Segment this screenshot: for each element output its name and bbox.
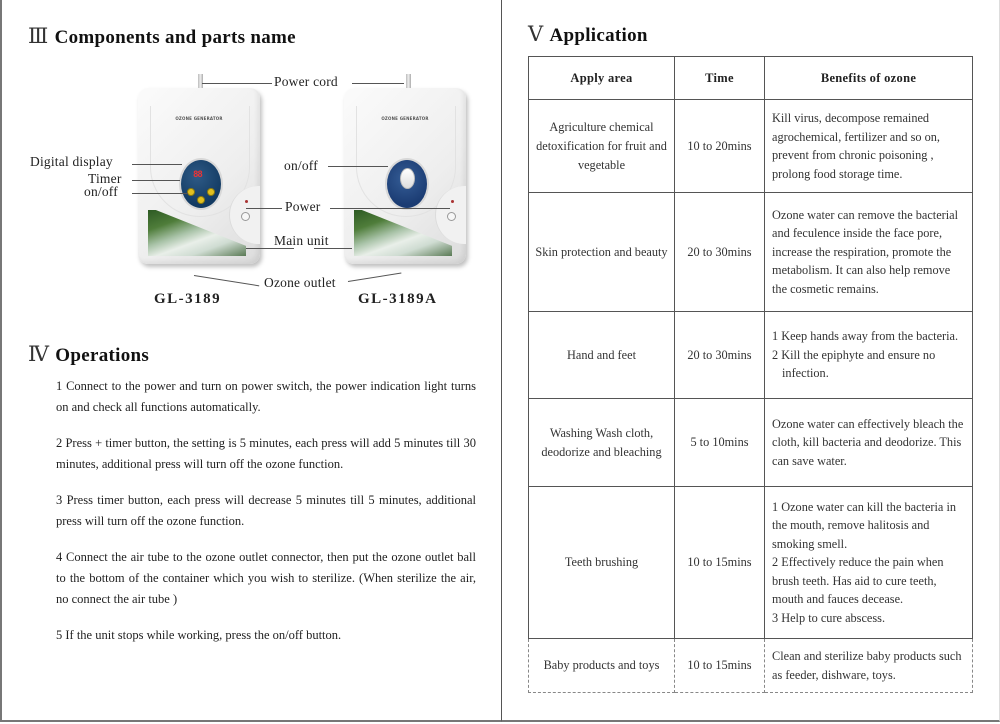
table-row (529, 639, 973, 693)
benefit-text: Kill virus, decompose remained agrochemical, fertilizer and so on, prevent from chronic poisoning , prolong food storage time. (772, 111, 940, 181)
leader-line (246, 208, 282, 209)
device-brand-label: OZONE GENERATOR (175, 116, 223, 121)
device-gl3189 (138, 88, 260, 264)
leader-line (194, 275, 259, 286)
label-on-off-knob: on/off (284, 158, 318, 173)
label-main-unit: Main unit (274, 233, 329, 248)
cell-apply-area: Skin protection and beauty (529, 193, 675, 312)
cell-time: 10 to 20mins (675, 100, 765, 193)
label-power: Power (285, 199, 321, 214)
table-row (529, 193, 973, 312)
leader-line (352, 83, 404, 84)
cell-apply-area: Washing Wash cloth, deodorize and bleaching (529, 399, 675, 487)
section-title-text: Application (549, 25, 648, 46)
label-timer: Timer (88, 171, 122, 186)
model-label-gl3189: GL-3189 (154, 291, 222, 307)
cell-benefits (765, 487, 973, 639)
operation-step-2: 2 Press + timer button, the setting is 5 minutes, each press will add 5 minutes till 30 minutes, additional press will turn off the ozone function. (56, 436, 476, 471)
cell-time: 10 to 15mins (675, 639, 765, 693)
benefit-text: Ozone water can remove the bacterial and feculence inside the face pore, increase the respiration, promote the metabolism. It can also help remove the cosmetic remains. (772, 207, 959, 296)
benefit-text: Ozone water can effectively bleach the cloth, kill bacteria and deodorize. This can save water. (772, 416, 964, 468)
section-title-text: Operations (55, 345, 150, 366)
application-table (528, 56, 973, 693)
operation-step-1: 1 Connect to the power and turn on power switch, the power indication light turns on and check all functions automatically. (56, 379, 476, 414)
leader-line (132, 180, 180, 181)
on-off-knob-icon (400, 168, 415, 189)
leader-line (132, 164, 182, 165)
section-application-title (528, 22, 648, 47)
cell-apply-area: Teeth brushing (529, 487, 675, 639)
cell-time: 5 to 10mins (675, 399, 765, 487)
power-switch-icon (447, 212, 456, 221)
cell-benefits (765, 100, 973, 193)
leader-line (202, 83, 272, 84)
power-switch-icon (241, 212, 250, 221)
section-title-text: Components and parts name (54, 27, 296, 48)
power-cord-icon (198, 74, 203, 88)
leader-line (328, 166, 388, 167)
label-power-cord: Power cord (274, 74, 338, 89)
label-ozone-outlet: Ozone outlet (264, 275, 336, 290)
device-gl3189a (344, 88, 466, 264)
leader-line (348, 273, 401, 282)
header-time: Time (675, 57, 765, 100)
table-row (529, 100, 973, 193)
cell-time: 10 to 15mins (675, 487, 765, 639)
timer-minus-button-icon (207, 188, 215, 196)
section-numeral: Ⅲ (28, 24, 49, 48)
power-led-icon (451, 200, 454, 203)
cell-benefits (765, 312, 973, 399)
power-cord-icon (406, 74, 411, 88)
label-on-off: on/off (84, 184, 118, 199)
digital-display: 88 (193, 170, 202, 180)
cell-benefits (765, 193, 973, 312)
label-digital-display: Digital display (30, 154, 113, 169)
benefit-text: 2 Kill the epiphyte and ensure no infection. (772, 347, 936, 381)
section-numeral: Ⅴ (528, 22, 544, 46)
cell-apply-area: Hand and feet (529, 312, 675, 399)
benefit-text: 1 Keep hands away from the bacteria. (772, 329, 959, 344)
table-row (529, 487, 973, 639)
cell-time: 20 to 30mins (675, 193, 765, 312)
operation-step-5: 5 If the unit stops while working, press the on/off button. (56, 628, 342, 642)
operation-step-3: 3 Press timer button, each press will decrease 5 minutes till 5 minutes, additional press will turn off the ozone function. (56, 493, 476, 528)
control-panel (179, 158, 223, 210)
cell-benefits (765, 399, 973, 487)
leader-line (314, 248, 352, 249)
benefit-text: 2 Effectively reduce the pain when brush teeth. Has aid to cure teeth, mouth and fauces decease. (772, 555, 944, 607)
leader-line (330, 208, 450, 209)
table-row (529, 312, 973, 399)
operations-list (56, 376, 476, 661)
operation-step-4: 4 Connect the air tube to the ozone outlet connector, then put the ozone outlet ball to the bottom of the container which you wish to sterilize. (When sterilize the air, no connect the air tube ) (56, 550, 476, 606)
table-row (529, 399, 973, 487)
cell-time: 20 to 30mins (675, 312, 765, 399)
section-numeral: Ⅳ (28, 342, 50, 366)
benefit-text: 3 Help to cure abscess. (772, 610, 886, 625)
benefit-text: 1 Ozone water can kill the bacteria in the mouth, remove halitosis and smoking smell. (772, 499, 957, 551)
on-off-button-icon (197, 196, 205, 204)
leader-line (246, 248, 294, 249)
cell-apply-area: Agriculture chemical detoxification for fruit and vegetable (529, 100, 675, 193)
section-operations-title (28, 342, 149, 367)
benefit-text: Clean and sterilize baby products such as feeder, dishware, toys. (772, 649, 962, 682)
section-components-title (28, 24, 296, 49)
power-led-icon (245, 200, 248, 203)
header-benefits: Benefits of ozone (765, 57, 973, 100)
control-panel (385, 158, 429, 210)
timer-plus-button-icon (187, 188, 195, 196)
device-brand-label: OZONE GENERATOR (381, 116, 429, 121)
model-label-gl3189a: GL-3189A (358, 291, 438, 307)
cell-benefits (765, 639, 973, 693)
leader-line (132, 193, 188, 194)
header-apply-area: Apply area (529, 57, 675, 100)
table-header-row (529, 57, 973, 100)
cell-apply-area: Baby products and toys (529, 639, 675, 693)
